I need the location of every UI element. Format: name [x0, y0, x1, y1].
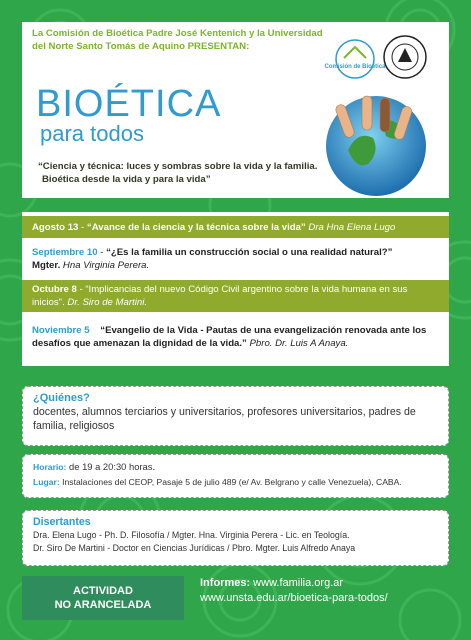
horario-label: Horario:	[33, 462, 67, 472]
free-activity-badge	[22, 576, 184, 620]
schedule-date: Agosto 13	[32, 222, 79, 233]
speakers-line-2: Dr. Siro De Martini - Doctor en Ciencias Jurídicas / Pbro. Mgter. Luis Alfredo Anaya	[33, 543, 356, 553]
schedule-author-prefix: Mgter.	[32, 260, 61, 271]
schedule-date: Noviembre 5	[32, 325, 90, 336]
lugar-value: Instalaciones del CEOP, Pasaje 5 de julio 489 (e/ Av. Belgrano y calle Venezuela), CABA.	[59, 477, 402, 487]
logo-left-text: Comisión de Bioética	[324, 64, 386, 70]
schedule-author: Pbro. Dr. Luis A Anaya.	[246, 338, 349, 349]
schedule-item	[22, 216, 449, 238]
schedule-location-box	[22, 454, 449, 498]
schedule-date: Octubre 8	[32, 284, 77, 295]
schedule-separator	[90, 325, 101, 336]
schedule-item	[22, 280, 449, 312]
schedule-title: “¿Es la familia un construcción social o una realidad natural?”	[106, 247, 393, 258]
badge-line-1: ACTIVIDAD	[73, 585, 133, 597]
header-panel	[22, 22, 449, 198]
informes-link-2[interactable]: www.unsta.edu.ar/bioetica-para-todos/	[200, 592, 388, 604]
speakers-line-1: Dra. Elena Lugo - Ph. D. Filosofía / Mgter. Hna. Virginia Perera - Lic. en Teología.	[33, 530, 350, 540]
schedule-title: “Evangelio de la Vida - Pautas de una evangelización renovada ante los desafíos que amenazan la dignidad de la vida.”	[32, 325, 427, 349]
schedule-date: Septiembre 10	[32, 247, 98, 258]
unsta-seal-logo	[382, 34, 428, 80]
tagline-quote	[38, 160, 318, 186]
informes-link-1[interactable]: www.familia.org.ar	[250, 577, 344, 589]
schedule-item	[22, 246, 449, 276]
tagline-line-2: Bioética desde la vida y para la vida”	[42, 174, 211, 185]
page-subtitle: para todos	[40, 121, 144, 146]
horario-value: de 19 a 20:30 horas.	[66, 461, 156, 472]
schedule-separator: -	[76, 284, 86, 295]
audience-heading: ¿Quiénes?	[33, 392, 90, 404]
schedule-separator: -	[97, 247, 107, 258]
lugar-label: Lugar:	[33, 477, 60, 487]
horario-line	[33, 459, 438, 475]
informes-line	[200, 576, 450, 591]
schedule-title: “Avance de la ciencia y la técnica sobre la vida”	[86, 222, 306, 233]
audience-text: docentes, alumnos terciarios y universitarios, profesores universitarios, padres de familia, religiosos	[33, 406, 416, 432]
schedule-separator: -	[78, 222, 87, 233]
tagline-line-1: “Ciencia y técnica: luces y sombras sobre la vida y la familia.	[38, 161, 318, 172]
page-title: BIOÉTICA	[36, 83, 222, 125]
badge-line-2: NO ARANCELADA	[54, 599, 152, 611]
contact-info	[200, 576, 450, 606]
schedule-item	[22, 324, 449, 356]
schedule-title: “Implicancias del nuevo Código Civil argentino sobre la vida humana en sus inicios".	[32, 284, 408, 308]
bioetica-committee-logo	[324, 38, 386, 80]
audience-box	[22, 386, 449, 446]
globe-with-hands-image	[318, 90, 434, 198]
lugar-line	[33, 475, 438, 490]
schedule-author: Dr. Siro de Martini.	[64, 297, 148, 308]
schedule-author: Dra Hna Elena Lugo	[305, 222, 396, 233]
schedule-panel	[22, 212, 449, 366]
speakers-box	[22, 510, 449, 566]
informes-label: Informes:	[200, 577, 251, 589]
schedule-author: Hna Virginia Perera.	[60, 260, 150, 271]
presenters-text: La Comisión de Bioética Padre José Kentenich y la Universidad del Norte Santo Tomás de Aquino PRESENTAN:	[32, 28, 323, 52]
speakers-heading: Disertantes	[33, 516, 91, 528]
